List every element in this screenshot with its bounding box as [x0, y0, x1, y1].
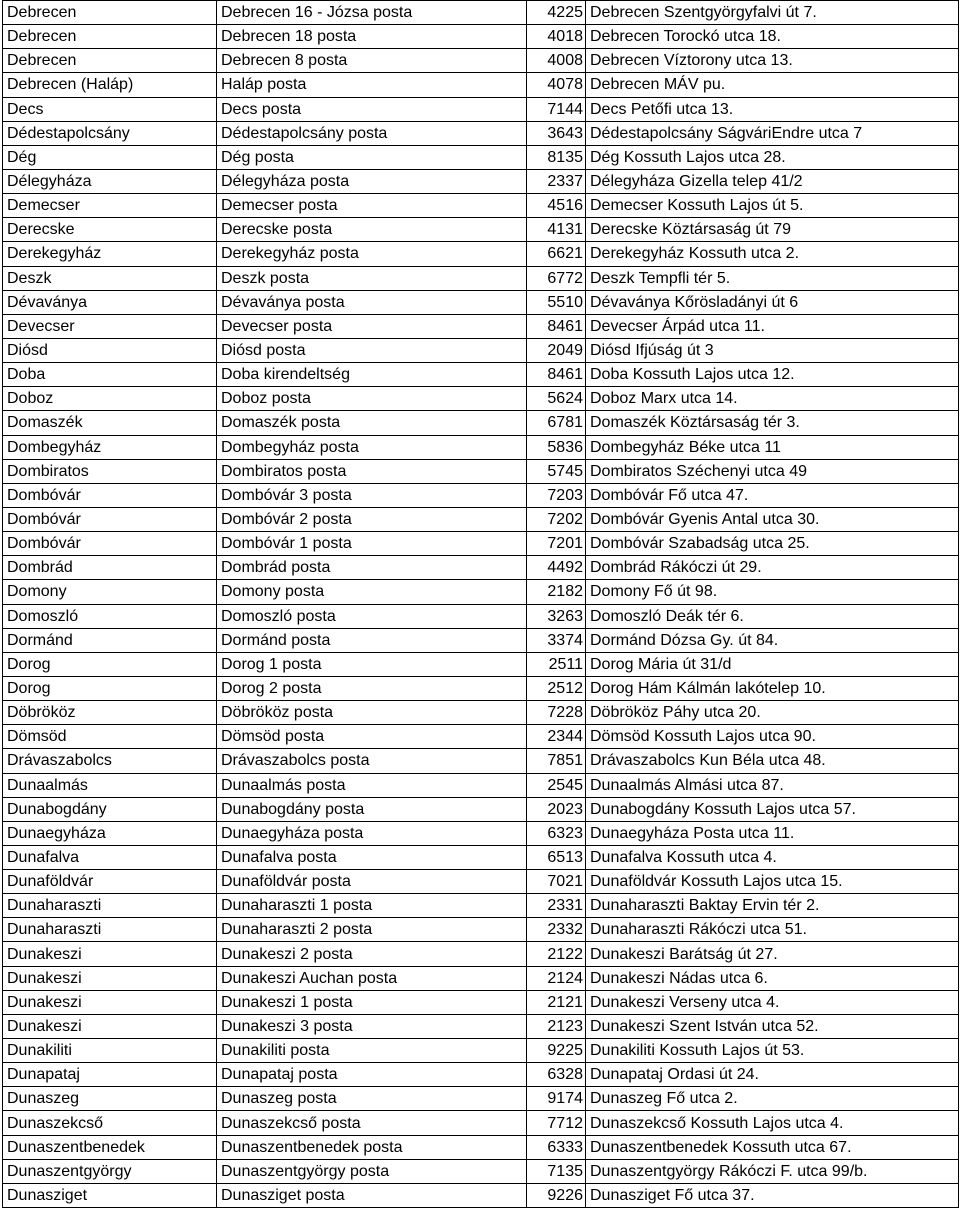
postal-code-cell: 8461 [527, 314, 586, 338]
settlement-cell: Dunaszeg [3, 1087, 217, 1111]
post-office-cell: Dormánd posta [217, 628, 527, 652]
postal-code-cell: 7712 [527, 1111, 586, 1135]
address-cell: Debrecen Torockó utca 18. [586, 25, 959, 49]
post-office-cell: Drávaszabolcs posta [217, 749, 527, 773]
post-office-cell: Dunaszentbenedek posta [217, 1135, 527, 1159]
postal-code-cell: 6328 [527, 1063, 586, 1087]
address-cell: Dunaszentgyörgy Rákóczi F. utca 99/b. [586, 1159, 959, 1183]
post-office-cell: Dunakiliti posta [217, 1039, 527, 1063]
table-row [3, 725, 959, 749]
postal-code-cell: 9174 [527, 1087, 586, 1111]
settlement-cell: Demecser [3, 194, 217, 218]
settlement-cell: Doboz [3, 387, 217, 411]
address-cell: Dunasziget Fő utca 37. [586, 1183, 959, 1207]
settlement-cell: Dunakeszi [3, 966, 217, 990]
post-office-cell: Dédestapolcsány posta [217, 121, 527, 145]
table-row [3, 459, 959, 483]
address-cell: Domoszló Deák tér 6. [586, 604, 959, 628]
postal-code-cell: 4516 [527, 194, 586, 218]
postal-code-cell: 6781 [527, 411, 586, 435]
address-cell: Dunaalmás Almási utca 87. [586, 773, 959, 797]
address-cell: Dormánd Dózsa Gy. út 84. [586, 628, 959, 652]
address-cell: Délegyháza Gizella telep 41/2 [586, 169, 959, 193]
post-office-cell: Derecske posta [217, 218, 527, 242]
settlement-cell: Dorog [3, 652, 217, 676]
address-cell: Dömsöd Kossuth Lajos utca 90. [586, 725, 959, 749]
table-row [3, 121, 959, 145]
table-row [3, 1039, 959, 1063]
table-row [3, 1183, 959, 1207]
settlement-cell: Dég [3, 145, 217, 169]
address-cell: Debrecen Szentgyörgyfalvi út 7. [586, 1, 959, 25]
address-cell: Decs Petőfi utca 13. [586, 97, 959, 121]
post-office-table [2, 0, 959, 1208]
address-cell: Dévaványa Kőrösladányi út 6 [586, 290, 959, 314]
postal-code-cell: 2337 [527, 169, 586, 193]
postal-code-cell: 3374 [527, 628, 586, 652]
post-office-cell: Dunaszeg posta [217, 1087, 527, 1111]
post-office-cell: Dombegyház posta [217, 435, 527, 459]
settlement-cell: Dunaalmás [3, 773, 217, 797]
address-cell: Dombegyház Béke utca 11 [586, 435, 959, 459]
post-office-cell: Dorog 2 posta [217, 676, 527, 700]
address-cell: Dunaföldvár Kossuth Lajos utca 15. [586, 870, 959, 894]
address-cell: Dunaegyháza Posta utca 11. [586, 821, 959, 845]
settlement-cell: Derekegyház [3, 242, 217, 266]
settlement-cell: Dombegyház [3, 435, 217, 459]
post-office-cell: Dunaszentgyörgy posta [217, 1159, 527, 1183]
settlement-cell: Dunakeszi [3, 1014, 217, 1038]
address-cell: Dorog Hám Kálmán lakótelep 10. [586, 676, 959, 700]
post-office-cell: Doba kirendeltség [217, 363, 527, 387]
table-row [3, 242, 959, 266]
postal-code-cell: 6772 [527, 266, 586, 290]
settlement-cell: Dombrád [3, 556, 217, 580]
table-row [3, 580, 959, 604]
address-cell: Domony Fő út 98. [586, 580, 959, 604]
postal-code-cell: 9226 [527, 1183, 586, 1207]
address-cell: Drávaszabolcs Kun Béla utca 48. [586, 749, 959, 773]
settlement-cell: Dunakeszi [3, 990, 217, 1014]
post-office-cell: Deszk posta [217, 266, 527, 290]
address-cell: Debrecen MÁV pu. [586, 73, 959, 97]
table-row [3, 49, 959, 73]
postal-code-cell: 4131 [527, 218, 586, 242]
settlement-cell: Dormánd [3, 628, 217, 652]
address-cell: Dombóvár Szabadság utca 25. [586, 532, 959, 556]
postal-code-cell: 2123 [527, 1014, 586, 1038]
settlement-cell: Dunaegyháza [3, 821, 217, 845]
table-row [3, 701, 959, 725]
table-row [3, 870, 959, 894]
post-office-cell: Dunaföldvár posta [217, 870, 527, 894]
post-office-cell: Haláp posta [217, 73, 527, 97]
postal-code-cell: 8135 [527, 145, 586, 169]
address-cell: Dunakeszi Nádas utca 6. [586, 966, 959, 990]
table-row [3, 266, 959, 290]
address-cell: Dunaszentbenedek Kossuth utca 67. [586, 1135, 959, 1159]
address-cell: Dédestapolcsány SágváriEndre utca 7 [586, 121, 959, 145]
table-row [3, 942, 959, 966]
settlement-cell: Dunaszekcső [3, 1111, 217, 1135]
postal-code-cell: 7144 [527, 97, 586, 121]
address-cell: Dunakeszi Szent István utca 52. [586, 1014, 959, 1038]
postal-code-cell: 3263 [527, 604, 586, 628]
table-row [3, 25, 959, 49]
post-office-cell: Devecser posta [217, 314, 527, 338]
table-row [3, 1087, 959, 1111]
postal-code-cell: 5510 [527, 290, 586, 314]
postal-code-cell: 8461 [527, 363, 586, 387]
address-cell: Dég Kossuth Lajos utca 28. [586, 145, 959, 169]
postal-code-cell: 7135 [527, 1159, 586, 1183]
post-office-cell: Debrecen 18 posta [217, 25, 527, 49]
table-row [3, 1159, 959, 1183]
address-cell: Dunakiliti Kossuth Lajos út 53. [586, 1039, 959, 1063]
table-row [3, 676, 959, 700]
table-row [3, 1063, 959, 1087]
settlement-cell: Dédestapolcsány [3, 121, 217, 145]
settlement-cell: Dunakiliti [3, 1039, 217, 1063]
address-cell: Derekegyház Kossuth utca 2. [586, 242, 959, 266]
postal-code-cell: 2049 [527, 338, 586, 362]
settlement-cell: Döbrököz [3, 701, 217, 725]
settlement-cell: Dunaszentbenedek [3, 1135, 217, 1159]
table-row [3, 773, 959, 797]
settlement-cell: Domoszló [3, 604, 217, 628]
table-row [3, 169, 959, 193]
post-office-cell: Dunaharaszti 1 posta [217, 894, 527, 918]
address-cell: Demecser Kossuth Lajos út 5. [586, 194, 959, 218]
settlement-cell: Debrecen [3, 1, 217, 25]
post-office-cell: Dorog 1 posta [217, 652, 527, 676]
settlement-cell: Drávaszabolcs [3, 749, 217, 773]
address-cell: Dunaharaszti Rákóczi utca 51. [586, 918, 959, 942]
settlement-cell: Dombóvár [3, 532, 217, 556]
postal-code-cell: 2124 [527, 966, 586, 990]
table-row [3, 483, 959, 507]
settlement-cell: Debrecen [3, 25, 217, 49]
post-office-cell: Dunaalmás posta [217, 773, 527, 797]
settlement-cell: Devecser [3, 314, 217, 338]
post-office-cell: Dunakeszi 1 posta [217, 990, 527, 1014]
table-row [3, 1111, 959, 1135]
post-office-cell: Dunabogdány posta [217, 797, 527, 821]
post-office-cell: Délegyháza posta [217, 169, 527, 193]
post-office-cell: Diósd posta [217, 338, 527, 362]
settlement-cell: Domaszék [3, 411, 217, 435]
table-row [3, 290, 959, 314]
postal-code-cell: 4018 [527, 25, 586, 49]
post-office-cell: Dömsöd posta [217, 725, 527, 749]
settlement-cell: Decs [3, 97, 217, 121]
address-cell: Dunaharaszti Baktay Ervin tér 2. [586, 894, 959, 918]
settlement-cell: Dunabogdány [3, 797, 217, 821]
settlement-cell: Debrecen [3, 49, 217, 73]
table-row [3, 73, 959, 97]
settlement-cell: Dunaharaszti [3, 918, 217, 942]
table-row [3, 990, 959, 1014]
postal-code-cell: 4008 [527, 49, 586, 73]
table-row [3, 797, 959, 821]
postal-code-cell: 2332 [527, 918, 586, 942]
address-cell: Dunabogdány Kossuth Lajos utca 57. [586, 797, 959, 821]
table-row [3, 1, 959, 25]
post-office-cell: Domaszék posta [217, 411, 527, 435]
settlement-cell: Dombóvár [3, 507, 217, 531]
settlement-cell: Dunaharaszti [3, 894, 217, 918]
address-cell: Dunakeszi Verseny utca 4. [586, 990, 959, 1014]
postal-code-cell: 7228 [527, 701, 586, 725]
settlement-cell: Doba [3, 363, 217, 387]
settlement-cell: Dunaszentgyörgy [3, 1159, 217, 1183]
table-row [3, 556, 959, 580]
post-office-cell: Debrecen 16 - Józsa posta [217, 1, 527, 25]
postal-code-cell: 6323 [527, 821, 586, 845]
postal-code-cell: 7851 [527, 749, 586, 773]
postal-code-cell: 5836 [527, 435, 586, 459]
address-cell: Doboz Marx utca 14. [586, 387, 959, 411]
table-row [3, 145, 959, 169]
table-row [3, 507, 959, 531]
post-office-cell: Domoszló posta [217, 604, 527, 628]
settlement-cell: Dunafalva [3, 845, 217, 869]
settlement-cell: Dunapataj [3, 1063, 217, 1087]
postal-code-cell: 2511 [527, 652, 586, 676]
settlement-cell: Debrecen (Haláp) [3, 73, 217, 97]
address-cell: Devecser Árpád utca 11. [586, 314, 959, 338]
table-row [3, 363, 959, 387]
post-office-cell: Dunakeszi Auchan posta [217, 966, 527, 990]
table-row [3, 338, 959, 362]
post-office-cell: Dunaszekcső posta [217, 1111, 527, 1135]
post-office-cell: Dévaványa posta [217, 290, 527, 314]
post-office-cell: Dunaharaszti 2 posta [217, 918, 527, 942]
settlement-cell: Deszk [3, 266, 217, 290]
postal-code-cell: 2122 [527, 942, 586, 966]
table-body [3, 1, 959, 1208]
address-cell: Dombóvár Gyenis Antal utca 30. [586, 507, 959, 531]
post-office-cell: Dunapataj posta [217, 1063, 527, 1087]
table-row [3, 845, 959, 869]
address-cell: Derecske Köztársaság út 79 [586, 218, 959, 242]
settlement-cell: Dombóvár [3, 483, 217, 507]
settlement-cell: Dömsöd [3, 725, 217, 749]
settlement-cell: Dunasziget [3, 1183, 217, 1207]
table-row [3, 97, 959, 121]
address-cell: Dunaszeg Fő utca 2. [586, 1087, 959, 1111]
address-cell: Dunapataj Ordasi út 24. [586, 1063, 959, 1087]
postal-code-cell: 4492 [527, 556, 586, 580]
postal-code-cell: 2331 [527, 894, 586, 918]
table-row [3, 894, 959, 918]
address-cell: Diósd Ifjúság út 3 [586, 338, 959, 362]
settlement-cell: Derecske [3, 218, 217, 242]
post-office-cell: Dombiratos posta [217, 459, 527, 483]
post-office-cell: Dunakeszi 2 posta [217, 942, 527, 966]
postal-code-cell: 4225 [527, 1, 586, 25]
post-office-cell: Dombóvár 2 posta [217, 507, 527, 531]
postal-code-cell: 3643 [527, 121, 586, 145]
address-cell: Doba Kossuth Lajos utca 12. [586, 363, 959, 387]
postal-code-cell: 7021 [527, 870, 586, 894]
table-row [3, 387, 959, 411]
settlement-cell: Dombiratos [3, 459, 217, 483]
table-row [3, 218, 959, 242]
table-row [3, 604, 959, 628]
postal-code-cell: 6333 [527, 1135, 586, 1159]
post-office-cell: Dég posta [217, 145, 527, 169]
table-row [3, 435, 959, 459]
post-office-cell: Domony posta [217, 580, 527, 604]
postal-code-cell: 4078 [527, 73, 586, 97]
address-cell: Dombóvár Fő utca 47. [586, 483, 959, 507]
postal-code-cell: 7202 [527, 507, 586, 531]
postal-code-cell: 2545 [527, 773, 586, 797]
post-office-cell: Demecser posta [217, 194, 527, 218]
table-row [3, 652, 959, 676]
postal-code-cell: 6621 [527, 242, 586, 266]
post-office-cell: Dunakeszi 3 posta [217, 1014, 527, 1038]
table-row [3, 966, 959, 990]
postal-code-cell: 9225 [527, 1039, 586, 1063]
post-office-cell: Dunaegyháza posta [217, 821, 527, 845]
postal-code-cell: 6513 [527, 845, 586, 869]
post-office-cell: Dunasziget posta [217, 1183, 527, 1207]
settlement-cell: Dévaványa [3, 290, 217, 314]
table-row [3, 1014, 959, 1038]
table-row [3, 821, 959, 845]
settlement-cell: Dunakeszi [3, 942, 217, 966]
post-office-cell: Dombóvár 3 posta [217, 483, 527, 507]
table-row [3, 918, 959, 942]
postal-code-cell: 2023 [527, 797, 586, 821]
address-cell: Dorog Mária út 31/d [586, 652, 959, 676]
settlement-cell: Délegyháza [3, 169, 217, 193]
table-row [3, 749, 959, 773]
settlement-cell: Domony [3, 580, 217, 604]
postal-code-cell: 2182 [527, 580, 586, 604]
address-cell: Dunakeszi Barátság út 27. [586, 942, 959, 966]
post-office-cell: Dunafalva posta [217, 845, 527, 869]
postal-code-cell: 7201 [527, 532, 586, 556]
address-cell: Dombrád Rákóczi út 29. [586, 556, 959, 580]
address-cell: Dunaszekcső Kossuth Lajos utca 4. [586, 1111, 959, 1135]
postal-code-cell: 7203 [527, 483, 586, 507]
settlement-cell: Diósd [3, 338, 217, 362]
post-office-cell: Derekegyház posta [217, 242, 527, 266]
post-office-cell: Dombóvár 1 posta [217, 532, 527, 556]
address-cell: Dunafalva Kossuth utca 4. [586, 845, 959, 869]
post-office-cell: Debrecen 8 posta [217, 49, 527, 73]
table-row [3, 194, 959, 218]
address-cell: Döbrököz Páhy utca 20. [586, 701, 959, 725]
postal-code-cell: 5745 [527, 459, 586, 483]
postal-code-cell: 2344 [527, 725, 586, 749]
postal-code-cell: 2512 [527, 676, 586, 700]
table-row [3, 1135, 959, 1159]
postal-code-cell: 2121 [527, 990, 586, 1014]
settlement-cell: Dunaföldvár [3, 870, 217, 894]
address-cell: Domaszék Köztársaság tér 3. [586, 411, 959, 435]
address-cell: Deszk Tempfli tér 5. [586, 266, 959, 290]
table-row [3, 314, 959, 338]
address-cell: Debrecen Víztorony utca 13. [586, 49, 959, 73]
post-office-cell: Döbrököz posta [217, 701, 527, 725]
post-office-cell: Dombrád posta [217, 556, 527, 580]
settlement-cell: Dorog [3, 676, 217, 700]
address-cell: Dombiratos Széchenyi utca 49 [586, 459, 959, 483]
post-office-cell: Decs posta [217, 97, 527, 121]
table-row [3, 532, 959, 556]
post-office-cell: Doboz posta [217, 387, 527, 411]
table-row [3, 411, 959, 435]
table-row [3, 628, 959, 652]
postal-code-cell: 5624 [527, 387, 586, 411]
